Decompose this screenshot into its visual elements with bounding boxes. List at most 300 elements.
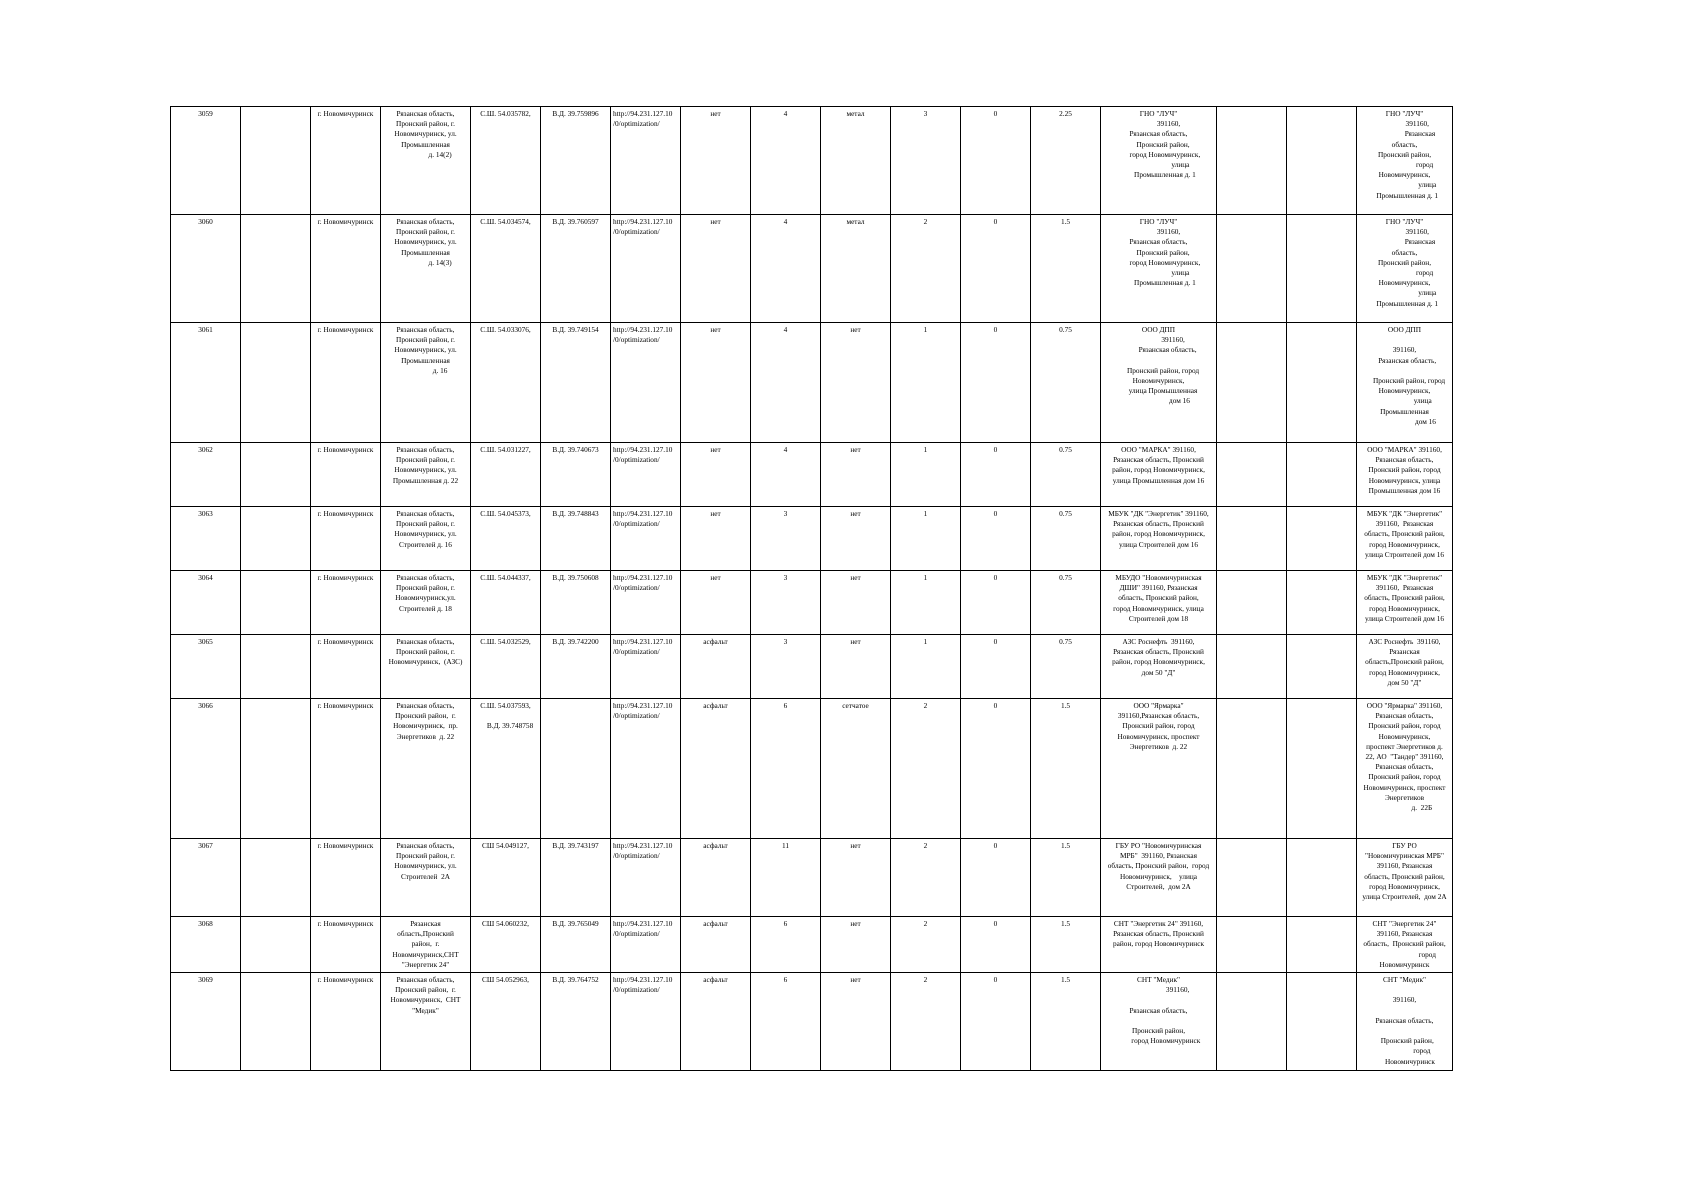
longitude-cell-text: В.Д. 39.748843 — [552, 509, 599, 518]
volume-cell — [1031, 107, 1101, 215]
fence-material-cell — [821, 107, 891, 215]
owner-cell-text: ГНО "ЛУЧ" 391160, Рязанская область, Пронский район, город Новомичуринск, улица Промышленная д. 1 — [1129, 109, 1201, 180]
area-cell-text: 3 — [783, 509, 788, 518]
city-cell-text: г. Новомичуринск — [317, 841, 374, 850]
bunkers-count-cell-text: 0 — [993, 919, 998, 928]
volume-cell — [1031, 443, 1101, 507]
containers-count-cell — [891, 507, 961, 571]
bunkers-count-cell — [961, 215, 1031, 323]
row-number-cell — [171, 323, 241, 443]
address-cell-text: Рязанская область, Пронский район, г. Новомичуринск,ул. Строителей д. 18 — [395, 573, 456, 613]
empty-cell — [1287, 635, 1357, 699]
longitude-cell — [541, 507, 611, 571]
fence-material-cell — [821, 323, 891, 443]
row-number-cell — [171, 107, 241, 215]
volume-cell — [1031, 571, 1101, 635]
link-cell — [611, 323, 681, 443]
bunkers-count-cell-text: 0 — [993, 217, 998, 226]
surface-cell — [681, 571, 751, 635]
link-cell-text: http://94.231.127.10 /0/optimization/ — [613, 975, 673, 995]
volume-cell-text: 2.25 — [1059, 109, 1072, 118]
row-number-cell — [171, 635, 241, 699]
row-number-cell-text: 3059 — [198, 109, 213, 118]
containers-count-cell-text: 1 — [923, 637, 928, 646]
link-cell-text: http://94.231.127.10 /0/optimization/ — [613, 701, 673, 721]
empty-cell — [241, 839, 311, 917]
longitude-cell — [541, 917, 611, 973]
waste-sources-cell-text: ГНО "ЛУЧ" 391160, Рязанская область, Пронский район, город Новомичуринск, улица Промышленная д. 1 — [1376, 109, 1439, 200]
waste-sources-cell-text: СНТ "Энергетик 24" 391160, Рязанская область, Пронский район, город Новомичуринск — [1363, 919, 1446, 969]
latitude-cell-text: С.Ш. 54.032529, — [480, 637, 531, 646]
volume-cell — [1031, 635, 1101, 699]
table-row — [171, 917, 1453, 973]
owner-cell-text: МБУДО "Новомичуринская ДШИ" 391160, Рязанская область, Пронский район, город Новомичуринск, улица Строителей дом 18 — [1113, 573, 1204, 623]
bunkers-count-cell-text: 0 — [993, 573, 998, 582]
waste-sources-cell-text: МБУК "ДК "Энергетик" 391160, Рязанская область, Пронский район, город Новомичуринск, улица Строителей дом 16 — [1364, 573, 1445, 623]
empty-cell — [1287, 839, 1357, 917]
longitude-cell-text: В.Д. 39.740673 — [552, 445, 599, 454]
area-cell-text: 6 — [783, 919, 788, 928]
bunkers-count-cell-text: 0 — [993, 841, 998, 850]
row-number-cell-text: 3069 — [198, 975, 213, 985]
area-cell — [751, 973, 821, 1071]
longitude-cell — [541, 635, 611, 699]
city-cell-text: г. Новомичуринск — [317, 975, 374, 985]
area-cell-text: 6 — [783, 975, 788, 985]
containers-count-cell — [891, 917, 961, 973]
volume-cell — [1031, 323, 1101, 443]
latitude-cell — [471, 635, 541, 699]
surface-cell-text: нет — [710, 509, 721, 518]
containers-count-cell-text: 1 — [923, 509, 928, 518]
address-cell-text: Рязанская область,Пронский район, г. Новомичуринск,СНТ "Энергетик 24" — [392, 919, 459, 969]
table-row — [171, 507, 1453, 571]
row-number-cell — [171, 443, 241, 507]
link-cell-text: http://94.231.127.10 /0/optimization/ — [613, 841, 673, 861]
fence-material-cell — [821, 973, 891, 1071]
row-number-cell-text: 3060 — [198, 217, 213, 226]
volume-cell — [1031, 507, 1101, 571]
surface-cell — [681, 215, 751, 323]
containers-count-cell — [891, 839, 961, 917]
address-cell-text: Рязанская область, Пронский район, г. Новомичуринск, (АЗС) — [388, 637, 463, 667]
area-cell-text: 3 — [783, 573, 788, 582]
waste-sources-cell — [1357, 917, 1453, 973]
empty-cell — [241, 107, 311, 215]
city-cell-text: г. Новомичуринск — [317, 701, 374, 710]
link-cell — [611, 215, 681, 323]
containers-count-cell — [891, 973, 961, 1071]
row-number-cell — [171, 839, 241, 917]
owner-cell — [1101, 699, 1217, 839]
volume-cell-text: 1.5 — [1060, 701, 1071, 710]
empty-cell — [1217, 107, 1287, 215]
latitude-cell-text: С.Ш. 54.035782, — [480, 109, 531, 118]
volume-cell-text: 1.5 — [1060, 975, 1071, 985]
surface-cell-text: асфальт — [703, 701, 728, 710]
surface-cell — [681, 107, 751, 215]
surface-cell — [681, 443, 751, 507]
row-number-cell-text: 3065 — [198, 637, 213, 646]
link-cell — [611, 839, 681, 917]
table-row — [171, 323, 1453, 443]
owner-cell — [1101, 839, 1217, 917]
address-cell — [381, 571, 471, 635]
link-cell — [611, 699, 681, 839]
bunkers-count-cell — [961, 839, 1031, 917]
surface-cell — [681, 699, 751, 839]
row-number-cell-text: 3067 — [198, 841, 213, 850]
empty-cell — [241, 323, 311, 443]
containers-count-cell-text: 1 — [923, 445, 928, 454]
address-cell — [381, 839, 471, 917]
row-number-cell — [171, 215, 241, 323]
link-cell-text: http://94.231.127.10 /0/optimization/ — [613, 217, 673, 237]
latitude-cell — [471, 215, 541, 323]
link-cell-text: http://94.231.127.10 /0/optimization/ — [613, 109, 673, 129]
longitude-cell-text: В.Д. 39.765049 — [552, 919, 599, 928]
area-cell — [751, 107, 821, 215]
surface-cell-text: асфальт — [703, 841, 728, 850]
link-cell-text: http://94.231.127.10 /0/optimization/ — [613, 509, 673, 529]
owner-cell — [1101, 215, 1217, 323]
address-cell — [381, 973, 471, 1071]
bunkers-count-cell-text: 0 — [993, 445, 998, 454]
empty-cell — [241, 215, 311, 323]
table-row — [171, 571, 1453, 635]
link-cell-text: http://94.231.127.10 /0/optimization/ — [613, 445, 673, 465]
link-cell-text: http://94.231.127.10 /0/optimization/ — [613, 637, 673, 657]
empty-cell — [241, 973, 311, 1071]
surface-cell-text: нет — [710, 445, 721, 454]
address-cell-text: Рязанская область, Пронский район, г. Новомичуринск, СНТ "Медик" — [390, 975, 461, 1015]
volume-cell-text: 1.5 — [1060, 841, 1071, 850]
owner-cell — [1101, 973, 1217, 1071]
surface-cell-text: нет — [710, 325, 721, 334]
fence-material-cell — [821, 215, 891, 323]
waste-sources-cell — [1357, 699, 1453, 839]
table-body — [171, 107, 1453, 1071]
city-cell — [311, 443, 381, 507]
register-table — [170, 106, 1453, 1071]
longitude-cell-text: В.Д. 39.759896 — [552, 109, 599, 118]
empty-cell — [1287, 443, 1357, 507]
city-cell-text: г. Новомичуринск — [317, 445, 374, 454]
latitude-cell-text: С.Ш. 54.031227, — [480, 445, 531, 454]
link-cell — [611, 507, 681, 571]
area-cell-text: 4 — [783, 445, 788, 454]
empty-cell — [1217, 571, 1287, 635]
waste-sources-cell-text: ООО "МАРКА" 391160, Рязанская область, Пронский район, город Новомичуринск, улица Промышленная дом 16 — [1367, 445, 1442, 495]
row-number-cell — [171, 507, 241, 571]
row-number-cell — [171, 973, 241, 1071]
fence-material-cell-text: нет — [850, 445, 861, 454]
empty-cell — [1287, 323, 1357, 443]
area-cell — [751, 323, 821, 443]
latitude-cell-text: С.Ш. 54.045373, — [480, 509, 531, 518]
containers-count-cell — [891, 107, 961, 215]
fence-material-cell-text: нет — [850, 975, 861, 985]
latitude-cell-text: С.Ш. 54.044337, — [480, 573, 531, 582]
city-cell-text: г. Новомичуринск — [317, 109, 374, 118]
row-number-cell-text: 3062 — [198, 445, 213, 454]
city-cell — [311, 917, 381, 973]
waste-sources-cell-text: МБУК "ДК "Энергетик" 391160, Рязанская область, Пронский район, город Новомичуринск, улица Строителей дом 16 — [1364, 509, 1445, 559]
empty-cell — [1217, 699, 1287, 839]
surface-cell-text: асфальт — [703, 637, 728, 646]
table-row — [171, 107, 1453, 215]
link-cell-text: http://94.231.127.10 /0/optimization/ — [613, 919, 673, 939]
empty-cell — [1287, 107, 1357, 215]
fence-material-cell-text: нет — [850, 841, 861, 850]
address-cell — [381, 699, 471, 839]
volume-cell-text: 0.75 — [1059, 509, 1072, 518]
fence-material-cell — [821, 699, 891, 839]
owner-cell — [1101, 107, 1217, 215]
surface-cell-text: нет — [710, 217, 721, 226]
city-cell-text: г. Новомичуринск — [317, 919, 374, 928]
table-row — [171, 839, 1453, 917]
waste-sources-cell — [1357, 443, 1453, 507]
bunkers-count-cell-text: 0 — [993, 701, 998, 710]
city-cell-text: г. Новомичуринск — [317, 325, 374, 334]
fence-material-cell-text: нет — [850, 637, 861, 646]
volume-cell — [1031, 215, 1101, 323]
empty-cell — [1287, 699, 1357, 839]
empty-cell — [1217, 917, 1287, 973]
address-cell — [381, 107, 471, 215]
address-cell — [381, 443, 471, 507]
bunkers-count-cell — [961, 443, 1031, 507]
table-row — [171, 215, 1453, 323]
bunkers-count-cell-text: 0 — [993, 975, 998, 985]
waste-sources-cell-text: ГНО "ЛУЧ" 391160, Рязанская область, Пронский район, город Новомичуринск, улица Промышленная д. 1 — [1376, 217, 1439, 308]
longitude-cell — [541, 443, 611, 507]
area-cell-text: 6 — [783, 701, 788, 710]
row-number-cell-text: 3063 — [198, 509, 213, 518]
area-cell-text: 3 — [783, 637, 788, 646]
city-cell — [311, 973, 381, 1071]
empty-cell — [241, 571, 311, 635]
waste-sources-cell — [1357, 107, 1453, 215]
bunkers-count-cell-text: 0 — [993, 509, 998, 518]
longitude-cell — [541, 215, 611, 323]
volume-cell — [1031, 917, 1101, 973]
empty-cell — [1287, 973, 1357, 1071]
city-cell-text: г. Новомичуринск — [317, 637, 374, 646]
bunkers-count-cell — [961, 635, 1031, 699]
bunkers-count-cell — [961, 507, 1031, 571]
latitude-cell — [471, 917, 541, 973]
volume-cell — [1031, 973, 1101, 1071]
city-cell — [311, 107, 381, 215]
fence-material-cell-text: сетчатое — [842, 701, 869, 710]
surface-cell — [681, 839, 751, 917]
address-cell-text: Рязанская область, Пронский район, г. Новомичуринск, ул. Промышленная д. 14(2) — [394, 109, 457, 159]
longitude-cell-text: В.Д. 39.742200 — [552, 637, 599, 646]
longitude-cell — [541, 107, 611, 215]
empty-cell — [241, 699, 311, 839]
containers-count-cell-text: 1 — [923, 325, 928, 334]
empty-cell — [1217, 323, 1287, 443]
containers-count-cell-text: 2 — [923, 919, 928, 928]
link-cell — [611, 635, 681, 699]
containers-count-cell — [891, 323, 961, 443]
city-cell — [311, 635, 381, 699]
area-cell-text: 4 — [783, 217, 788, 226]
owner-cell — [1101, 571, 1217, 635]
bunkers-count-cell — [961, 107, 1031, 215]
city-cell — [311, 699, 381, 839]
owner-cell-text: АЗС Роснефть 391160, Рязанская область, Пронский район, город Новомичуринск, дом 50 "Д" — [1112, 637, 1205, 677]
latitude-cell — [471, 973, 541, 1071]
containers-count-cell-text: 2 — [923, 975, 928, 985]
bunkers-count-cell-text: 0 — [993, 637, 998, 646]
row-number-cell — [171, 917, 241, 973]
owner-cell-text: СНТ "Энергетик 24" 391160, Рязанская область, Пронский район, город Новомичуринск — [1113, 919, 1204, 949]
latitude-cell — [471, 839, 541, 917]
address-cell-text: Рязанская область, Пронский район, г. Новомичуринск, ул. Промышленная д. 16 — [394, 325, 457, 375]
volume-cell-text: 0.75 — [1059, 637, 1072, 646]
surface-cell-text: нет — [710, 573, 721, 582]
longitude-cell — [541, 839, 611, 917]
fence-material-cell — [821, 839, 891, 917]
fence-material-cell-text: нет — [850, 919, 861, 928]
address-cell — [381, 917, 471, 973]
latitude-cell-text: С.Ш. 54.037593, В.Д. 39.748758 — [480, 701, 534, 731]
longitude-cell-text: В.Д. 39.750608 — [552, 573, 599, 582]
latitude-cell-text: С.Ш. 54.033076, — [480, 325, 531, 334]
link-cell-text: http://94.231.127.10 /0/optimization/ — [613, 325, 673, 345]
owner-cell — [1101, 443, 1217, 507]
surface-cell — [681, 323, 751, 443]
link-cell — [611, 917, 681, 973]
longitude-cell — [541, 973, 611, 1071]
empty-cell — [1287, 917, 1357, 973]
longitude-cell-text: В.Д. 39.764752 — [552, 975, 599, 985]
waste-sources-cell — [1357, 839, 1453, 917]
address-cell-text: Рязанская область, Пронский район, г. Новомичуринск, ул. Промышленная д. 14(3) — [394, 217, 457, 267]
owner-cell-text: ООО "МАРКА" 391160, Рязанская область, Пронский район, город Новомичуринск, улица Промышленная дом 16 — [1112, 445, 1205, 485]
area-cell — [751, 917, 821, 973]
empty-cell — [1287, 215, 1357, 323]
address-cell — [381, 215, 471, 323]
area-cell — [751, 839, 821, 917]
city-cell — [311, 839, 381, 917]
latitude-cell-text: СШ 54.049127, — [482, 841, 529, 850]
fence-material-cell — [821, 507, 891, 571]
row-number-cell-text: 3061 — [198, 325, 213, 334]
longitude-cell-text: В.Д. 39.743197 — [552, 841, 599, 850]
empty-cell — [241, 507, 311, 571]
fence-material-cell-text: метал — [846, 109, 865, 118]
link-cell — [611, 571, 681, 635]
latitude-cell-text: С.Ш. 54.034574, — [480, 217, 531, 226]
empty-cell — [241, 917, 311, 973]
address-cell — [381, 635, 471, 699]
fence-material-cell-text: нет — [850, 325, 861, 334]
table-row — [171, 443, 1453, 507]
area-cell — [751, 507, 821, 571]
volume-cell — [1031, 699, 1101, 839]
area-cell — [751, 571, 821, 635]
waste-sources-cell — [1357, 635, 1453, 699]
volume-cell-text: 0.75 — [1059, 445, 1072, 454]
area-cell — [751, 699, 821, 839]
city-cell-text: г. Новомичуринск — [317, 573, 374, 582]
fence-material-cell-text: метал — [846, 217, 865, 226]
waste-sources-cell-text: ООО ДПП 391160, Рязанская область, Пронский район, город Новомичуринск, улица Промышленная дом 16 — [1372, 325, 1446, 426]
fence-material-cell-text: нет — [850, 509, 861, 518]
empty-cell — [1217, 839, 1287, 917]
waste-sources-cell-text: СНТ "Медик" 391160, Рязанская область, Пронский район, город Новомичуринск — [1375, 975, 1435, 1066]
row-number-cell-text: 3064 — [198, 573, 213, 582]
latitude-cell — [471, 699, 541, 839]
link-cell-text: http://94.231.127.10 /0/optimization/ — [613, 573, 673, 593]
bunkers-count-cell-text: 0 — [993, 109, 998, 118]
containers-count-cell-text: 3 — [923, 109, 928, 118]
volume-cell-text: 0.75 — [1059, 325, 1072, 334]
area-cell — [751, 635, 821, 699]
surface-cell-text: асфальт — [703, 975, 728, 985]
fence-material-cell — [821, 571, 891, 635]
latitude-cell — [471, 323, 541, 443]
area-cell — [751, 443, 821, 507]
containers-count-cell-text: 2 — [923, 841, 928, 850]
area-cell-text: 11 — [781, 841, 790, 850]
empty-cell — [1287, 571, 1357, 635]
longitude-cell-text: В.Д. 39.749154 — [552, 325, 599, 334]
bunkers-count-cell — [961, 571, 1031, 635]
link-cell — [611, 107, 681, 215]
address-cell-text: Рязанская область, Пронский район, г. Новомичуринск, пр. Энергетиков д. 22 — [393, 701, 458, 741]
address-cell-text: Рязанская область, Пронский район, г. Новомичуринск, ул. Строителей 2А — [394, 841, 457, 881]
bunkers-count-cell — [961, 323, 1031, 443]
city-cell — [311, 571, 381, 635]
owner-cell-text: ГБУ РО "Новомичуринская МРБ" 391160, Рязанская область, Пронский район, город Новомичуринск, улица Строителей, дом 2А — [1107, 841, 1210, 891]
latitude-cell — [471, 443, 541, 507]
volume-cell-text: 0.75 — [1059, 573, 1072, 582]
table-row — [171, 699, 1453, 839]
longitude-cell — [541, 571, 611, 635]
fence-material-cell — [821, 635, 891, 699]
waste-sources-cell — [1357, 507, 1453, 571]
owner-cell-text: ООО ДПП 391160, Рязанская область, Пронский район, город Новомичуринск, улица Промышленная дом 16 — [1126, 325, 1200, 406]
fence-material-cell — [821, 443, 891, 507]
surface-cell — [681, 507, 751, 571]
containers-count-cell-text: 2 — [923, 701, 928, 710]
address-cell-text: Рязанская область, Пронский район, г. Новомичуринск, ул. Промышленная д. 22 — [392, 445, 459, 485]
containers-count-cell — [891, 443, 961, 507]
city-cell — [311, 323, 381, 443]
bunkers-count-cell-text: 0 — [993, 325, 998, 334]
latitude-cell — [471, 507, 541, 571]
surface-cell-text: асфальт — [703, 919, 728, 928]
area-cell-text: 4 — [783, 325, 788, 334]
address-cell-text: Рязанская область, Пронский район, г. Новомичуринск, ул. Строителей д. 16 — [394, 509, 457, 549]
waste-sources-cell — [1357, 215, 1453, 323]
containers-count-cell — [891, 699, 961, 839]
bunkers-count-cell — [961, 699, 1031, 839]
owner-cell — [1101, 917, 1217, 973]
address-cell — [381, 323, 471, 443]
row-number-cell — [171, 699, 241, 839]
owner-cell-text: ГНО "ЛУЧ" 391160, Рязанская область, Пронский район, город Новомичуринск, улица Промышленная д. 1 — [1129, 217, 1201, 288]
bunkers-count-cell — [961, 973, 1031, 1071]
latitude-cell-text: СШ 54.060232, — [482, 919, 529, 928]
row-number-cell — [171, 571, 241, 635]
surface-cell-text: нет — [710, 109, 721, 118]
